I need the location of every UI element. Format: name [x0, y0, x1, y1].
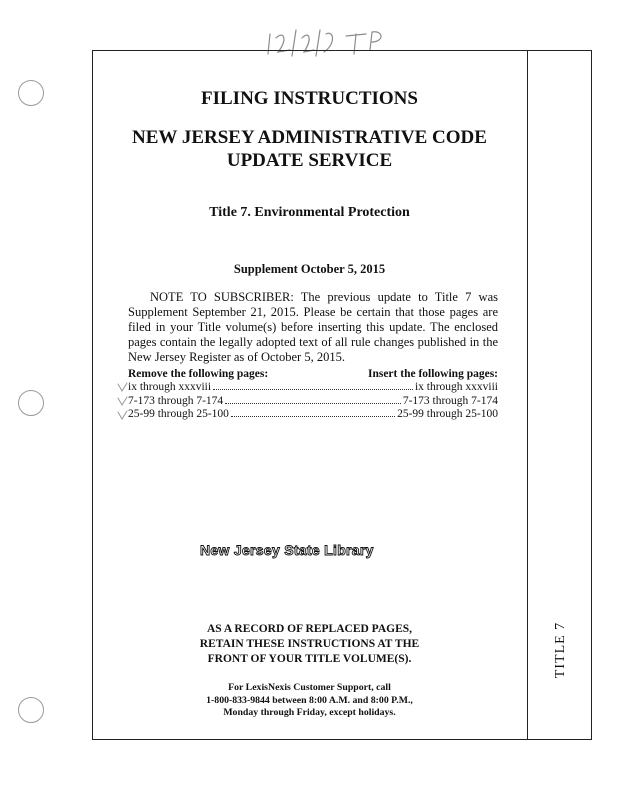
record-notice [92, 622, 527, 667]
remove-pages-header: Remove the following pages: [128, 368, 269, 380]
remove-range: ix through xxxviii [128, 381, 212, 393]
binder-hole-top [18, 80, 44, 106]
page-list-header [128, 367, 498, 381]
customer-support-info [92, 682, 527, 720]
code-name-line1: NEW JERSEY ADMINISTRATIVE CODE [132, 127, 487, 148]
insert-range: 7-173 through 7-174 [402, 394, 498, 407]
page-list-row [128, 395, 498, 409]
leader-dots [225, 395, 401, 404]
support-line1: For LexisNexis Customer Support, call [228, 682, 391, 693]
page-list-row [128, 408, 498, 422]
support-line2: 1-800-833-9844 between 8:00 A.M. and 8:00 P.M., [206, 694, 413, 706]
code-name-line2: UPDATE SERVICE [226, 150, 393, 171]
insert-range: ix through xxxviii [414, 381, 498, 393]
subscriber-note-text: NOTE TO SUBSCRIBER: The previous update to Title 7 was Supplement September 21, 2015. Please be certain that those pages are filed in your Title volume(s) before inserting this update. The enclosed pages contain the legally adopted text of all rule changes published in the New Jersey Register as of October 5, 2015. [128, 290, 498, 364]
title-heading: Title 7. Environmental Protection [209, 205, 410, 220]
library-stamp: New Jersey State Library [200, 542, 374, 558]
binder-hole-bottom [18, 697, 44, 723]
leader-dots [231, 408, 395, 417]
remove-range: 25-99 through 25-100 [128, 408, 229, 420]
page-replacement-list [128, 367, 498, 422]
record-notice-line3: FRONT OF YOUR TITLE VOLUME(S). [207, 653, 412, 665]
filing-instructions-title: FILING INSTRUCTIONS [201, 88, 418, 109]
page-list-row [128, 381, 498, 395]
record-notice-line2: RETAIN THESE INSTRUCTIONS AT THE [199, 638, 420, 650]
record-notice-line1: AS A RECORD OF REPLACED PAGES, [206, 623, 413, 635]
handwritten-checkmarks [116, 382, 130, 422]
insert-range: 25-99 through 25-100 [397, 408, 498, 420]
insert-pages-header: Insert the following pages: [367, 368, 498, 380]
supplement-date: Supplement October 5, 2015 [233, 262, 386, 276]
leader-dots [213, 381, 413, 390]
remove-range: 7-173 through 7-174 [128, 394, 224, 407]
title-tab-label: TITLE 7 [553, 621, 568, 679]
binder-hole-middle [18, 390, 44, 416]
code-name-heading [92, 126, 527, 172]
tab-divider [527, 50, 528, 740]
subscriber-note [128, 290, 498, 365]
support-line3: Monday through Friday, except holidays. [223, 707, 396, 718]
